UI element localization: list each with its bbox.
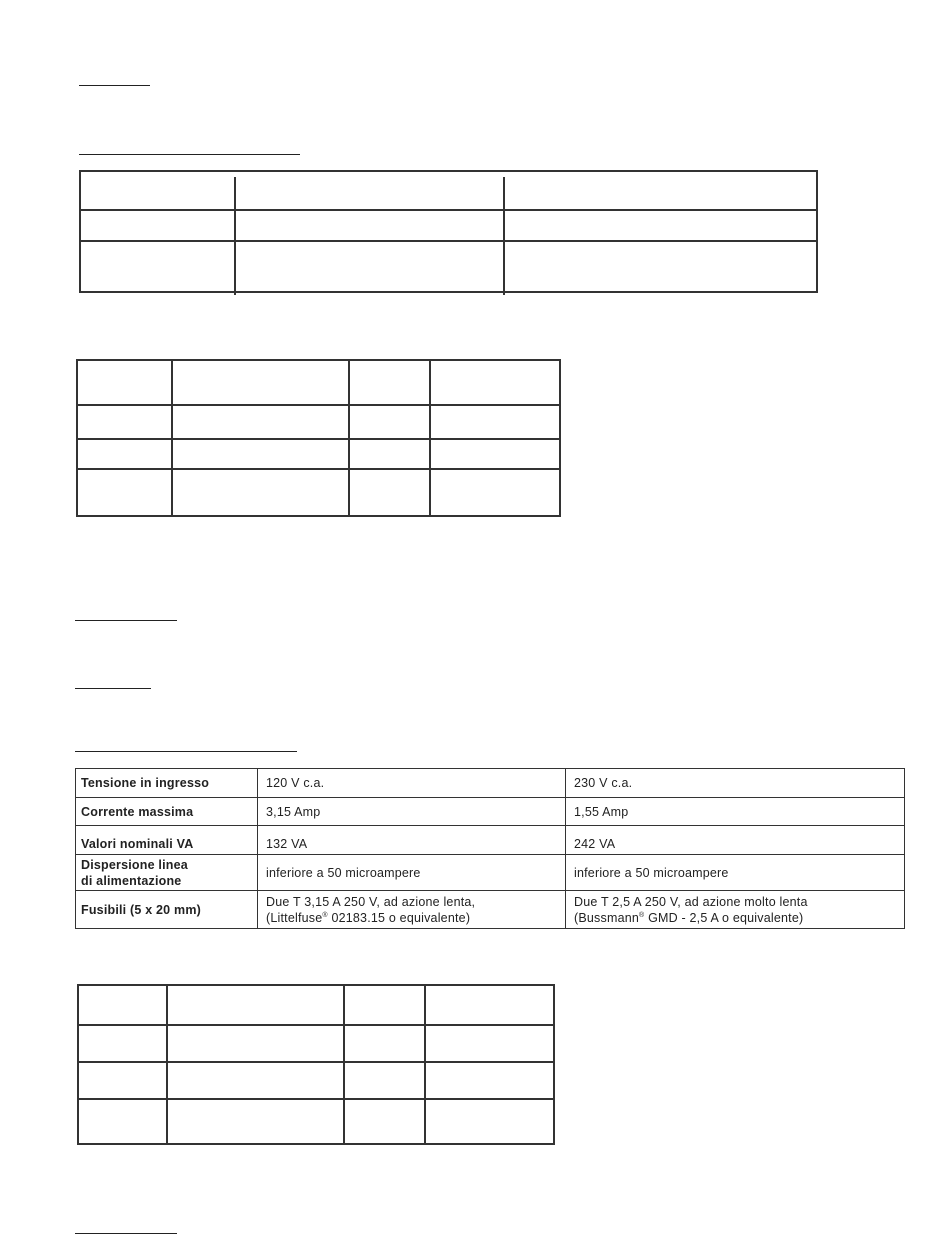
table-row [77, 405, 560, 439]
table-cell [235, 210, 504, 241]
heading-rule-5 [75, 751, 297, 752]
table-row [78, 1062, 554, 1099]
table-row [76, 769, 905, 798]
table-row [78, 1099, 554, 1144]
table-cell [172, 469, 349, 516]
table-cell [172, 405, 349, 439]
table-cell [80, 241, 235, 292]
table-row [78, 985, 554, 1025]
cell-value: inferiore a 50 microampere [258, 855, 566, 891]
table-cell [430, 360, 560, 405]
table-cell [167, 985, 344, 1025]
registered-mark: ® [322, 911, 328, 919]
table-row [80, 210, 817, 241]
cell-text: 242 VA [574, 837, 616, 851]
heading-rule-1 [79, 85, 150, 86]
table-cell [430, 405, 560, 439]
table-cell [167, 1062, 344, 1099]
heading-rule-2 [79, 154, 300, 155]
table-cell [80, 210, 235, 241]
table-cell [425, 1062, 554, 1099]
table-row [77, 360, 560, 405]
row-label [76, 826, 258, 855]
table-cell [349, 439, 430, 469]
table-row [76, 826, 905, 855]
table-cell [425, 1025, 554, 1062]
table-cell [172, 360, 349, 405]
cell-value: 230 V c.a. [566, 769, 905, 798]
table-cell [504, 241, 817, 292]
table-row [76, 855, 905, 891]
heading-rule-3 [75, 620, 177, 621]
table-cell [425, 985, 554, 1025]
table-row [80, 171, 817, 210]
cell-text: 132 VA [266, 837, 308, 851]
table-row [76, 891, 905, 929]
table-cell [78, 1099, 167, 1144]
row-label-text: Valori nominali VA [81, 837, 194, 851]
table-cell [344, 1025, 425, 1062]
heading-rule-6 [75, 1233, 177, 1234]
table-cell [430, 469, 560, 516]
table-cell [77, 405, 172, 439]
cell-line [266, 910, 557, 926]
cell-value: 1,55 Amp [566, 798, 905, 826]
row-label-line: di alimentazione [81, 873, 182, 888]
table-row [78, 1025, 554, 1062]
empty-table-1 [79, 170, 818, 293]
cell-value [258, 826, 566, 855]
table-cell [77, 469, 172, 516]
row-label: Tensione in ingresso [76, 769, 258, 798]
cell-line [574, 910, 896, 926]
cell-line: Due T 3,15 A 250 V, ad azione lenta, [266, 894, 476, 909]
heading-rule-4 [75, 688, 151, 689]
cell-value [258, 891, 566, 929]
table-row [80, 241, 817, 292]
table-cell [77, 439, 172, 469]
table-row [76, 798, 905, 826]
cell-value: inferiore a 50 microampere [566, 855, 905, 891]
table-cell [235, 241, 504, 292]
table-divider [234, 177, 236, 295]
cell-value: 3,15 Amp [258, 798, 566, 826]
table-cell [80, 171, 235, 210]
table-cell [430, 439, 560, 469]
table-cell [344, 1099, 425, 1144]
empty-table-2 [76, 359, 561, 517]
cell-text: (Littelfuse [266, 910, 323, 925]
table-cell [167, 1099, 344, 1144]
row-label [76, 855, 258, 891]
table-cell [344, 985, 425, 1025]
table-cell [349, 360, 430, 405]
table-cell [78, 1025, 167, 1062]
cell-text: GMD - 2,5 A o equivalente) [644, 910, 804, 925]
row-label: Corrente massima [76, 798, 258, 826]
table-cell [425, 1099, 554, 1144]
cell-text: (Bussmann [574, 910, 640, 925]
cell-text: 02183.15 o equivalente) [327, 910, 471, 925]
row-label-line: Dispersione linea [81, 857, 188, 872]
cell-line: Due T 2,5 A 250 V, ad azione molto lenta [574, 894, 808, 909]
registered-mark: ® [639, 911, 645, 919]
cell-value [566, 891, 905, 929]
empty-table-3 [77, 984, 555, 1145]
table-row [77, 439, 560, 469]
table-cell [349, 405, 430, 439]
specs-table [75, 768, 905, 929]
table-cell [349, 469, 430, 516]
cell-value: 120 V c.a. [258, 769, 566, 798]
table-cell [235, 171, 504, 210]
table-cell [504, 210, 817, 241]
table-cell [78, 1062, 167, 1099]
cell-value [566, 826, 905, 855]
table-cell [172, 439, 349, 469]
table-cell [77, 360, 172, 405]
table-cell [167, 1025, 344, 1062]
row-label: Fusibili (5 x 20 mm) [76, 891, 258, 929]
table-cell [78, 985, 167, 1025]
table-divider [503, 177, 505, 295]
table-row [77, 469, 560, 516]
table-cell [504, 171, 817, 210]
table-cell [344, 1062, 425, 1099]
